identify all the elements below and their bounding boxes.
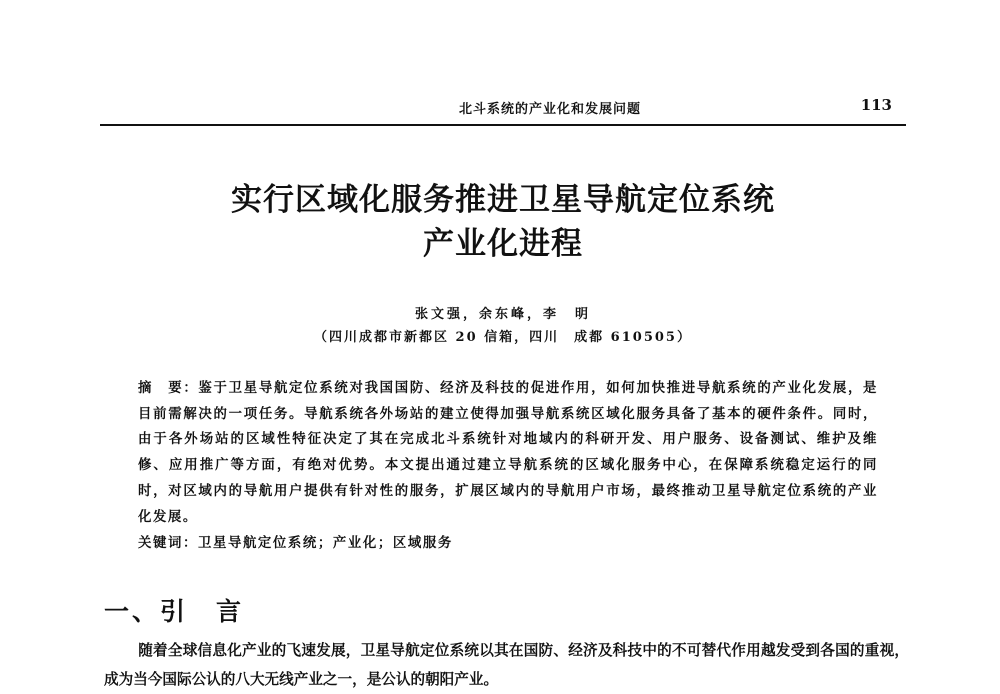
keywords [138,532,878,551]
paper-title [100,178,906,266]
header-divider [100,124,906,126]
author-affiliation: （四川成都市新都区 20 信箱，四川 成都 610505） [314,330,692,345]
body-paragraph [104,636,909,694]
abstract-label: 摘 要： [138,380,199,396]
paper-title-line-2: 产业化进程 [423,226,583,262]
keywords-text: 卫星导航定位系统；产业化；区域服务 [197,535,453,551]
running-title: 北斗系统的产业化和发展问题 [458,102,641,117]
author-list: 张文强，余东峰，李 明 [414,307,591,322]
paper-title-line-1: 实行区域化服务推进卫星导航定位系统 [231,182,775,218]
abstract [138,376,878,530]
body-paragraph-text: 随着全球信息化产业的飞速发展，卫星导航定位系统以其在国防、经济及科技中的不可替代作用越发受到各国的重视，成为当今国际公认的八大无线产业之一，是公认的朝阳产业。 [104,642,909,688]
abstract-text: 鉴于卫星导航定位系统对我国国防、经济及科技的促进作用，如何加快推进导航系统的产业化发展，是目前需解决的一项任务。导航系统各外场站的建立使得加强导航系统区域化服务具备了基本的硬件条件。同时，由于各外场站的区域性特征决定了其在完成北斗系统针对地域内的科研开发、用户服务、设备测试、维护及维修、应用推广等方面，有绝对优势。本文提出通过建立导航系统的区域化服务中心，在保障系统稳定运行的同时，对区域内的导航用户提供有针对性的服务，扩展区域内的导航用户市场，最终推动卫星导航定位系统的产业化发展。 [138,380,878,525]
running-header [100,96,906,118]
keywords-label: 关键词： [138,535,198,551]
page-number: 113 [860,96,892,114]
section-heading-introduction: 一、引 言 [104,597,245,626]
